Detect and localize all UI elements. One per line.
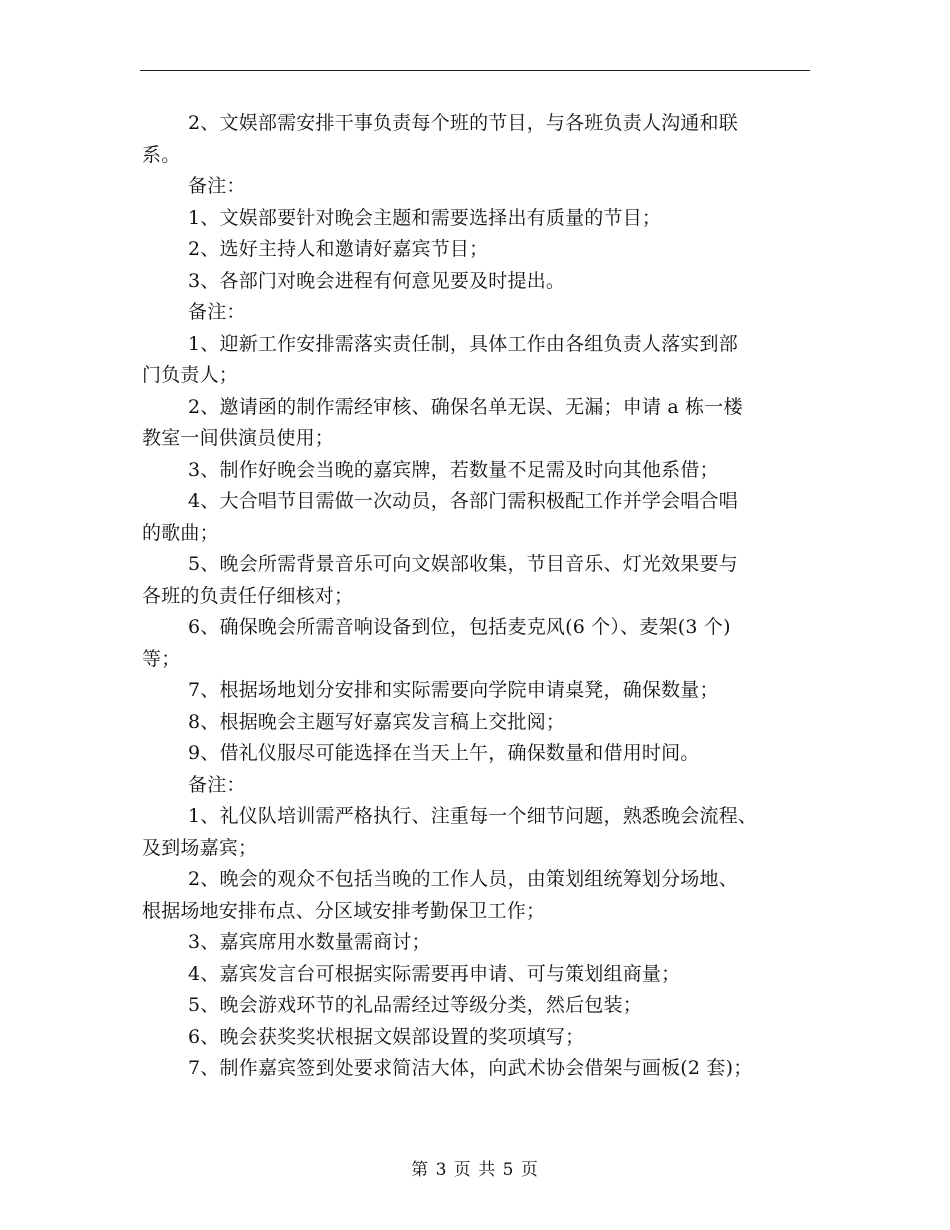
paragraph bbox=[142, 612, 814, 675]
paragraph-line: 5、晚会游戏环节的礼品需经过等级分类，然后包装； bbox=[188, 994, 642, 1016]
paragraph bbox=[142, 801, 814, 864]
header-rule bbox=[140, 70, 810, 71]
paragraph bbox=[142, 329, 814, 392]
paragraph-line: 3、嘉宾席用水数量需商讨； bbox=[188, 931, 431, 953]
paragraph-line: 2、文娱部需安排干事负责每个班的节目，与各班负责人沟通和联 bbox=[188, 112, 738, 134]
paragraph-line: 及到场嘉宾； bbox=[142, 836, 258, 859]
paragraph-line: 根据场地安排布点、分区域安排考勤保卫工作； bbox=[142, 899, 546, 922]
paragraph-line: 2、邀请函的制作需经审核、确保名单无误、无漏；申请 a 栋一楼 bbox=[188, 395, 743, 418]
paragraph-line: 6、晚会获奖奖状根据文娱部设置的奖项填写； bbox=[188, 1025, 585, 1048]
paragraph bbox=[142, 455, 814, 487]
paragraph-line: 的歌曲； bbox=[142, 521, 219, 544]
paragraph bbox=[142, 234, 814, 266]
paragraph bbox=[142, 927, 814, 959]
paragraph-line: 1、文娱部要针对晚会主题和需要选择出有质量的节目； bbox=[188, 206, 662, 229]
paragraph-line: 1、迎新工作安排需落实责任制，具体工作由各组负责人落实到部 bbox=[188, 332, 738, 355]
paragraph-line: 2、选好主持人和邀请好嘉宾节目； bbox=[188, 238, 489, 260]
paragraph-line: 门负责人； bbox=[142, 364, 239, 386]
paragraph bbox=[142, 770, 814, 802]
paragraph bbox=[142, 266, 814, 298]
paragraph-line: 4、大合唱节目需做一次动员，各部门需积极配工作并学会唱合唱 bbox=[188, 490, 738, 512]
paragraph-line: 4、嘉宾发言台可根据实际需要再申请、可与策划组商量； bbox=[188, 962, 681, 985]
paragraph-line: 5、晚会所需背景音乐可向文娱部收集，节目音乐、灯光效果要与 bbox=[188, 553, 738, 575]
paragraph-line: 7、制作嘉宾签到处要求简洁大体，向武术协会借架与画板(2 套)； bbox=[188, 1057, 753, 1079]
paragraph bbox=[142, 203, 814, 235]
paragraph-line: 备注： bbox=[188, 301, 246, 323]
paragraph bbox=[142, 549, 814, 612]
paragraph-line: 1、礼仪队培训需严格执行、注重每一个细节问题，熟悉晚会流程、 bbox=[188, 805, 758, 827]
paragraph bbox=[142, 108, 814, 171]
paragraph-line: 3、制作好晚会当晚的嘉宾牌，若数量不足需及时向其他系借； bbox=[188, 458, 719, 481]
paragraph bbox=[142, 675, 814, 707]
paragraph-line: 教室一间供演员使用； bbox=[142, 427, 335, 449]
paragraph bbox=[142, 864, 814, 927]
document-body bbox=[142, 108, 814, 1085]
paragraph bbox=[142, 738, 814, 770]
paragraph-line: 3、各部门对晚会进程有何意见要及时提出。 bbox=[188, 269, 566, 292]
page-footer: 第 3 页 共 5 页 bbox=[411, 1160, 539, 1180]
paragraph bbox=[142, 486, 814, 549]
paragraph-line: 系。 bbox=[142, 143, 181, 166]
paragraph-line: 8、根据晚会主题写好嘉宾发言稿上交批阅； bbox=[188, 710, 566, 733]
paragraph bbox=[142, 1022, 814, 1054]
paragraph-line: 等； bbox=[142, 647, 181, 670]
paragraph-line: 2、晚会的观众不包括当晚的工作人员，由策划组统筹划分场地、 bbox=[188, 868, 738, 890]
paragraph bbox=[142, 959, 814, 991]
paragraph-line: 各班的负责任仔细核对； bbox=[142, 584, 354, 607]
paragraph-line: 备注： bbox=[188, 175, 246, 197]
paragraph bbox=[142, 707, 814, 739]
paragraph-line: 9、借礼仪服尽可能选择在当天上午，确保数量和借用时间。 bbox=[188, 742, 700, 764]
paragraph-line: 7、根据场地划分安排和实际需要向学院申请桌凳，确保数量； bbox=[188, 679, 719, 701]
paragraph bbox=[142, 297, 814, 329]
paragraph-line: 备注： bbox=[188, 773, 246, 796]
paragraph bbox=[142, 990, 814, 1022]
paragraph-line: 6、确保晚会所需音响设备到位，包括麦克风(6 个）、麦架(3 个) bbox=[188, 616, 731, 638]
paragraph bbox=[142, 392, 814, 455]
paragraph bbox=[142, 171, 814, 203]
paragraph bbox=[142, 1053, 814, 1085]
